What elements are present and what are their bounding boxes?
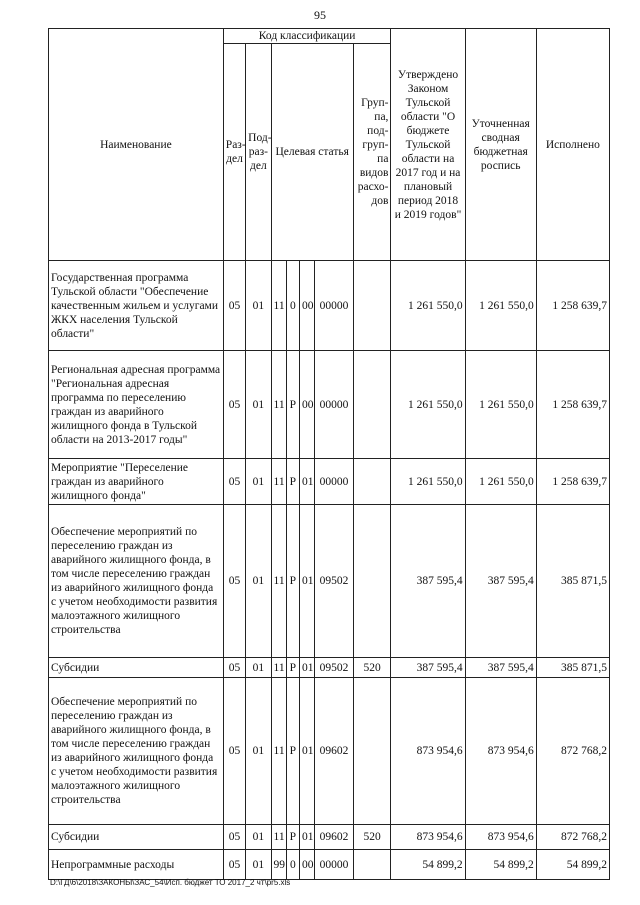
cell-target-1: 11 bbox=[271, 678, 286, 825]
cell-approved: 1 261 550,0 bbox=[391, 459, 465, 505]
cell-expense-group bbox=[353, 678, 391, 825]
cell-podrazdel: 01 bbox=[246, 678, 271, 825]
cell-expense-group bbox=[353, 850, 391, 880]
cell-podrazdel: 01 bbox=[246, 505, 271, 658]
row-name: Обеспечение мероприятий по переселению граждан из аварийного жилищного фонда, в том числе переселению граждан из аварийного жилищного фонда с учетом необходимости развития малоэтажного жилищного строительства bbox=[49, 505, 224, 658]
cell-target-4: 00000 bbox=[315, 351, 354, 459]
table-row bbox=[49, 678, 610, 825]
cell-target-3: 01 bbox=[299, 658, 314, 678]
row-name: Обеспечение мероприятий по переселению граждан из аварийного жилищного фонда, в том числе переселению граждан из аварийного жилищного фонда с учетом необходимости развития малоэтажного жилищного строительства bbox=[49, 678, 224, 825]
cell-target-2: 0 bbox=[286, 261, 299, 351]
cell-executed: 1 258 639,7 bbox=[536, 459, 609, 505]
cell-approved: 1 261 550,0 bbox=[391, 261, 465, 351]
header-subsection: Под-раз-дел bbox=[246, 44, 271, 261]
cell-target-1: 11 bbox=[271, 505, 286, 658]
cell-razdel: 05 bbox=[223, 658, 245, 678]
cell-podrazdel: 01 bbox=[246, 459, 271, 505]
header-approved: Утверждено Законом Тульской области "О бюджете Тульской области на 2017 год и на плановый период 2018 и 2019 годов" bbox=[391, 29, 465, 261]
cell-target-4: 00000 bbox=[315, 261, 354, 351]
header-classification: Код классификации bbox=[223, 29, 391, 44]
row-name: Субсидии bbox=[49, 825, 224, 850]
cell-target-4: 00000 bbox=[315, 459, 354, 505]
header-expense-group: Груп-па, под-груп-па видов расхо-дов bbox=[353, 44, 391, 261]
cell-podrazdel: 01 bbox=[246, 825, 271, 850]
cell-refined: 387 595,4 bbox=[465, 505, 536, 658]
cell-target-2: Р bbox=[286, 825, 299, 850]
row-name: Государственная программа Тульской области "Обеспечение качественным жильем и услугами ЖКХ населения Тульской области" bbox=[49, 261, 224, 351]
table-row bbox=[49, 261, 610, 351]
cell-approved: 873 954,6 bbox=[391, 825, 465, 850]
cell-refined: 873 954,6 bbox=[465, 825, 536, 850]
file-path-footer: D:\ГД\6\2018\ЗАКОНЫ\ЗАС_54\Исп. бюджет ТО 2017_2 чт\pr5.xls bbox=[50, 878, 291, 887]
cell-target-3: 01 bbox=[299, 459, 314, 505]
cell-expense-group: 520 bbox=[353, 658, 391, 678]
header-refined: Уточненная сводная бюджетная роспись bbox=[465, 29, 536, 261]
cell-podrazdel: 01 bbox=[246, 850, 271, 880]
table-row bbox=[49, 351, 610, 459]
cell-approved: 387 595,4 bbox=[391, 505, 465, 658]
cell-target-4: 00000 bbox=[315, 850, 354, 880]
cell-razdel: 05 bbox=[223, 825, 245, 850]
cell-target-4: 09502 bbox=[315, 658, 354, 678]
budget-table bbox=[48, 28, 610, 880]
cell-razdel: 05 bbox=[223, 505, 245, 658]
cell-target-3: 01 bbox=[299, 825, 314, 850]
row-name: Региональная адресная программа "Региональная адресная программа по переселению граждан из аварийного жилищного фонда в Тульской области на 2013-2017 годы" bbox=[49, 351, 224, 459]
cell-target-2: Р bbox=[286, 658, 299, 678]
cell-executed: 385 871,5 bbox=[536, 658, 609, 678]
row-name: Субсидии bbox=[49, 658, 224, 678]
cell-razdel: 05 bbox=[223, 261, 245, 351]
cell-approved: 873 954,6 bbox=[391, 678, 465, 825]
cell-target-3: 00 bbox=[299, 850, 314, 880]
cell-target-3: 01 bbox=[299, 505, 314, 658]
table-row bbox=[49, 658, 610, 678]
cell-approved: 54 899,2 bbox=[391, 850, 465, 880]
cell-expense-group: 520 bbox=[353, 825, 391, 850]
cell-refined: 1 261 550,0 bbox=[465, 459, 536, 505]
cell-target-2: Р bbox=[286, 459, 299, 505]
cell-target-1: 11 bbox=[271, 459, 286, 505]
cell-razdel: 05 bbox=[223, 850, 245, 880]
cell-approved: 1 261 550,0 bbox=[391, 351, 465, 459]
cell-target-4: 09502 bbox=[315, 505, 354, 658]
cell-target-4: 09602 bbox=[315, 825, 354, 850]
page-number: 95 bbox=[314, 8, 326, 22]
cell-podrazdel: 01 bbox=[246, 658, 271, 678]
cell-expense-group bbox=[353, 505, 391, 658]
cell-executed: 1 258 639,7 bbox=[536, 261, 609, 351]
cell-executed: 54 899,2 bbox=[536, 850, 609, 880]
header-name: Наименование bbox=[49, 29, 224, 261]
table-row bbox=[49, 850, 610, 880]
table-row bbox=[49, 825, 610, 850]
cell-razdel: 05 bbox=[223, 678, 245, 825]
header-section: Раз-дел bbox=[223, 44, 245, 261]
cell-expense-group bbox=[353, 351, 391, 459]
cell-target-3: 00 bbox=[299, 261, 314, 351]
header-target-article: Целевая статья bbox=[271, 44, 353, 261]
cell-razdel: 05 bbox=[223, 459, 245, 505]
cell-target-3: 01 bbox=[299, 678, 314, 825]
table-row bbox=[49, 505, 610, 658]
cell-target-1: 99 bbox=[271, 850, 286, 880]
cell-executed: 872 768,2 bbox=[536, 825, 609, 850]
cell-target-1: 11 bbox=[271, 351, 286, 459]
cell-expense-group bbox=[353, 459, 391, 505]
cell-target-2: Р bbox=[286, 351, 299, 459]
cell-executed: 1 258 639,7 bbox=[536, 351, 609, 459]
cell-refined: 1 261 550,0 bbox=[465, 261, 536, 351]
cell-target-1: 11 bbox=[271, 658, 286, 678]
cell-executed: 872 768,2 bbox=[536, 678, 609, 825]
row-name: Мероприятие "Переселение граждан из аварийного жилищного фонда" bbox=[49, 459, 224, 505]
cell-target-2: Р bbox=[286, 505, 299, 658]
cell-refined: 387 595,4 bbox=[465, 658, 536, 678]
cell-target-1: 11 bbox=[271, 825, 286, 850]
cell-refined: 54 899,2 bbox=[465, 850, 536, 880]
table-row bbox=[49, 459, 610, 505]
cell-target-1: 11 bbox=[271, 261, 286, 351]
cell-target-2: 0 bbox=[286, 850, 299, 880]
header-executed: Исполнено bbox=[536, 29, 609, 261]
cell-podrazdel: 01 bbox=[246, 351, 271, 459]
cell-target-4: 09602 bbox=[315, 678, 354, 825]
cell-executed: 385 871,5 bbox=[536, 505, 609, 658]
cell-podrazdel: 01 bbox=[246, 261, 271, 351]
cell-target-3: 00 bbox=[299, 351, 314, 459]
cell-target-2: Р bbox=[286, 678, 299, 825]
cell-razdel: 05 bbox=[223, 351, 245, 459]
cell-refined: 1 261 550,0 bbox=[465, 351, 536, 459]
cell-approved: 387 595,4 bbox=[391, 658, 465, 678]
cell-refined: 873 954,6 bbox=[465, 678, 536, 825]
row-name: Непрограммные расходы bbox=[49, 850, 224, 880]
cell-expense-group bbox=[353, 261, 391, 351]
